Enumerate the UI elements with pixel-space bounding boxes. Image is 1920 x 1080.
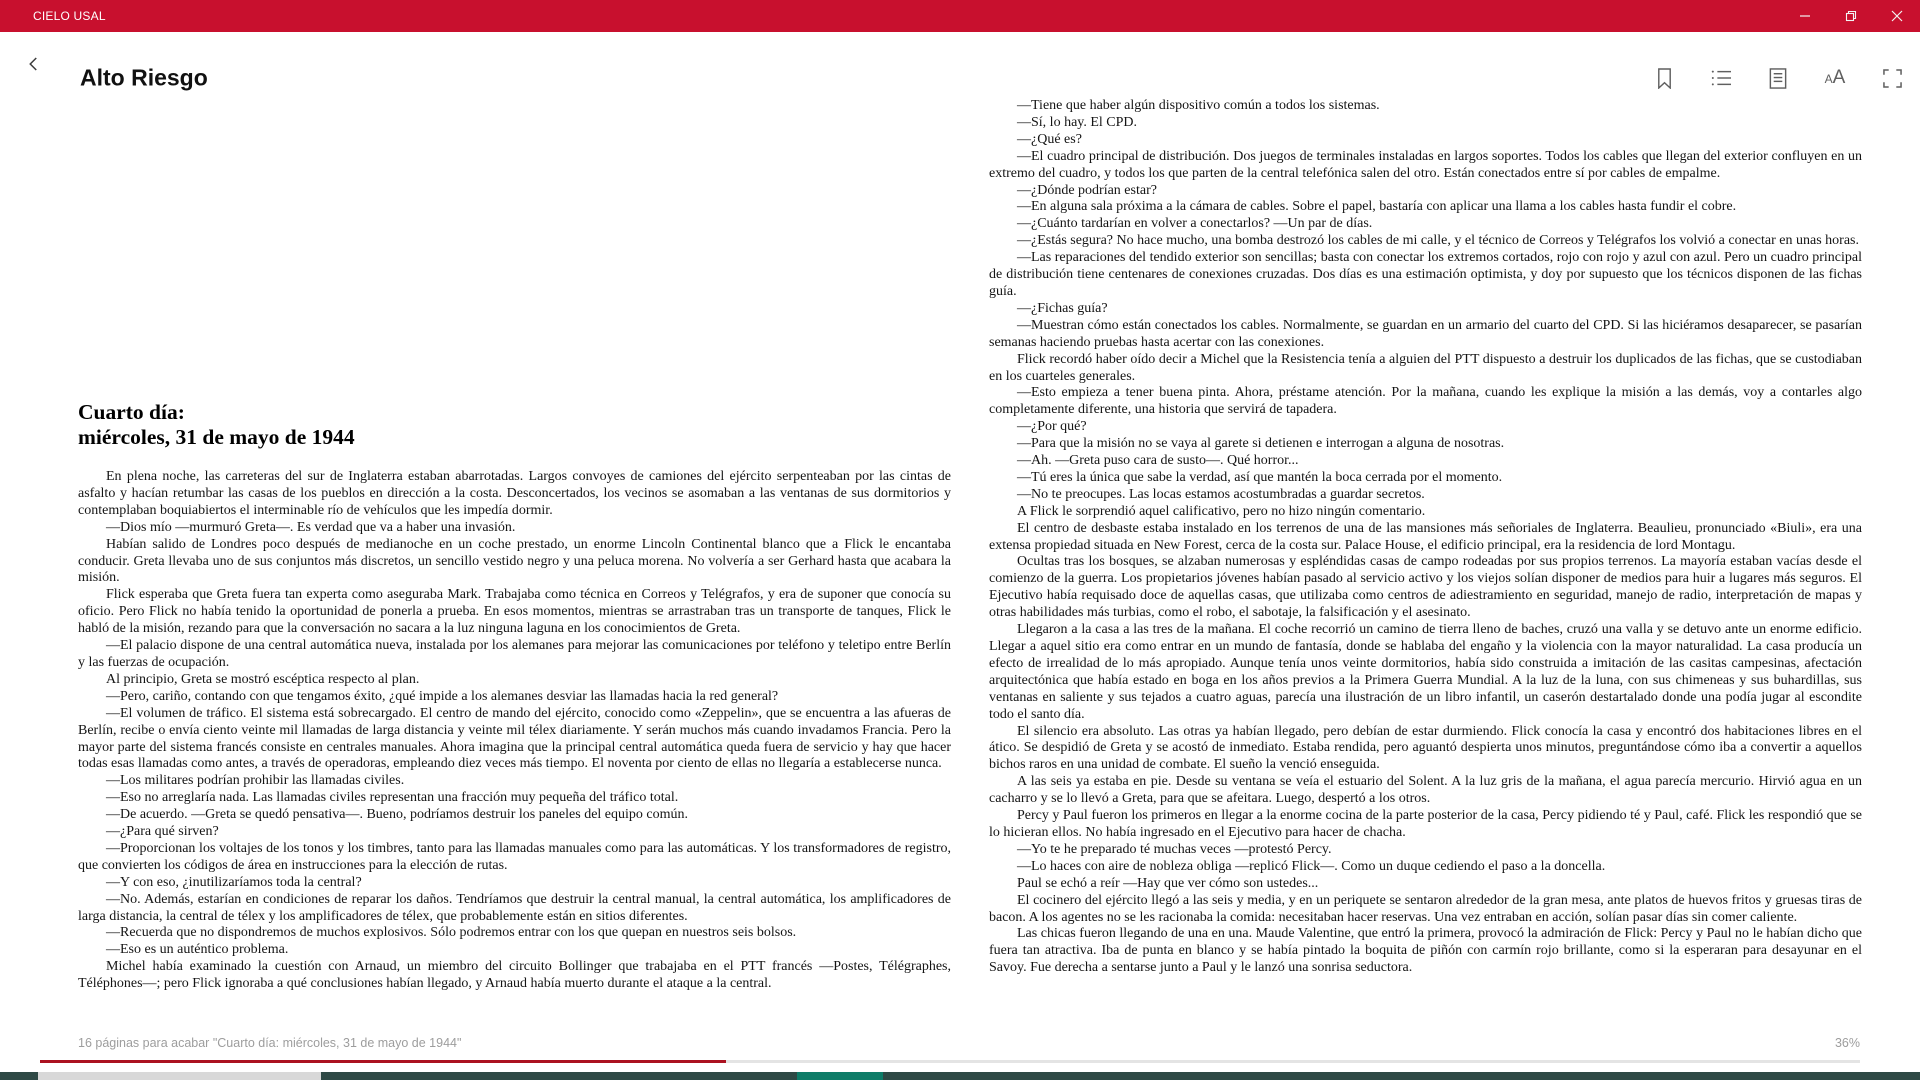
page-right [989,98,1862,1030]
paragraph: —Dios mío —murmuró Greta—. Es verdad que va a haber una invasión. [106,519,516,535]
paragraph: —Las reparaciones del tendido exterior son sencillas; basta con conectar los extremos cortados, rojo con rojo y azul con azul. Pero un cuadro principal de distribución tiene centenares de conexiones cruzadas. Dos días es una estimación optimista, y doy por supuesto que los técnicos disponen de las fichas guía. [989,250,1862,299]
paragraph: —¿Dónde podrían estar? [1017,182,1157,198]
paragraph: —Ah. —Greta puso cara de susto—. Qué horror... [1017,453,1299,469]
paragraph: A las seis ya estaba en pie. Desde su ventana se veía el estuario del Solent. A la luz gris de la mañana, el agua parecía mercurio. Hirvió agua en un cacharro y se lo llevó a Greta, para que se afeitara. Luego, despertó a los otros. [989,774,1862,807]
paragraph: —Tiene que haber algún dispositivo común a todos los sistemas. [1017,98,1380,113]
paragraph: Flick esperaba que Greta fuera tan experta como aseguraba Mark. Trabajaba como técnica en Correos y Telégrafos, y era de suponer que conocía su oficio. Pero Flick no había tenido la oportunidad de ponerla a prueba. En esos momentos, mientras se arrastraban tras un transporte de tanques, Flick le habló de la misión, rezando para que la conversación no sacara a la luz ninguna laguna en los conocimientos de Greta. [78,587,951,637]
chapter-heading-line1: Cuarto día: [78,400,185,424]
back-icon [25,55,43,73]
toc-icon [1710,68,1732,88]
paragraph: —Esto empieza a tener buena pinta. Ahora, préstame atención. Por la mañana, cuando les explique la misión a las demás, voy a contarles algo completamente diferente, una historia que servirá de tapadera. [989,385,1862,418]
chapter-bar-segment[interactable] [797,1072,883,1080]
fullscreen-button[interactable] [1880,66,1904,90]
paragraph: —Tú eres la única que sabe la verdad, así que mantén la boca cerrada por el momento. [1017,469,1503,485]
paragraph: —Eso no arreglaría nada. Las llamadas civiles representan una fracción muy pequeña del tráfico total. [106,790,679,806]
paragraph: —¿Cuánto tardarían en volver a conectarlos? —Un par de días. [1017,216,1373,232]
bookmark-icon [1655,68,1674,89]
paragraph: —Muestran cómo están conectados los cables. Normalmente, se guardan en un armario del cuarto del CPD. Si las hiciéramos desaparecer, se pasarían semanas haciendo pruebas hasta acertar con las conexiones. [989,317,1862,350]
paragraph: Habían salido de Londres poco después de medianoche en un coche prestado, un enorme Lincoln Continental blanco que a Flick le encantaba conducir. Greta llevaba uno de sus conjuntos más discretos, un sencillo vestido negro y una peluca morena. No volvería a ser Gerhard hasta que acabara la misión. [78,536,951,586]
chapter-bar-segment[interactable] [883,1072,1920,1080]
app-title: CIELO USAL [33,9,106,23]
book-title: Alto Riesgo [80,64,208,91]
paragraph: —No. Además, estarían en condiciones de reparar los daños. Tendríamos que destruir la central manual, la central automática, los amplificadores de larga distancia, la central de télex y los amplificadores de télex, que probablemente están en sitios diferentes. [78,891,951,924]
paragraph: —Los militares podrían prohibir las llamadas civiles. [106,773,405,789]
fullscreen-icon [1883,69,1902,88]
paragraph: —El volumen de tráfico. El sistema está sobrecargado. El centro de mando del ejército, conocido como «Zeppelin», que se encuentra a las afueras de Berlín, recibe o envía ciento veinte mil llamadas de larga distancia y veinte mil télex diariamente. Y serán muchos más cuando invadamos Francia. Pero la mayor parte del sistema francés consiste en centrales manuales. Ahora imagina que la principal central automática queda fuera de servicio y hay que hacer todas esas llamadas como antes, a través de operadoras, empleando diez veces más tiempo. El noventa por ciento de ellas no llegaría a establecerse nunca. [78,705,951,772]
toc-button[interactable] [1709,66,1733,90]
paragraph: Percy y Paul fueron los primeros en llegar a la enorme cocina de la parte posterior de la casa, Percy pidiendo té y Paul, café. Flick les respondió que se lo hicieran ellos. No había ingresado en el Ejecutivo para hacer de chacha. [989,808,1862,840]
progress-fill [40,1060,726,1063]
annotations-button[interactable] [1766,66,1790,90]
titlebar [0,0,1920,32]
paragraph: —El cuadro principal de distribución. Dos juegos de terminales instaladas en largos soportes. Todos los cables que llegan del exterior confluyen en un extremo del cuadro, y todos los que parten de la central telefónica salen del otro. Están conectados entre sí por cables de empalme. [989,148,1862,181]
paragraph: —Eso es un auténtico problema. [106,942,289,958]
progress-percent-label: 36% [1834,1036,1860,1050]
paragraph: —Y con eso, ¿inutilizaríamos toda la central? [106,874,362,890]
minimize-icon[interactable] [1782,0,1828,32]
paragraph: Flick recordó haber oído decir a Michel que la Resistencia tenía a alguien del PTT dispuesto a destruir los duplicados de las fichas, que se custodiaban en los cuarteles generales. [989,351,1862,384]
paragraph: —¿Fichas guía? [1017,300,1108,316]
back-button[interactable] [18,48,50,80]
paragraph: —No te preocupes. Las locas estamos acostumbradas a guardar secretos. [1017,486,1425,502]
paragraph: Llegaron a la casa a las tres de la mañana. El coche recorrió un camino de tierra lleno de baches, cruzó una valla y se detuvo ante un enorme edificio. Llegar a aquel sitio era como entrar en un mundo de fantasía, donde se hablaba del engaño y la violencia con la mayor naturalidad. La casa producía un efecto de irrealidad de lo más apropiado. Aunque tenía unos veinte dormitorios, había sido construida a imitación de las casitas campesinas, afectación arquitectónica que había estado en boga en los años previos a la Primera Guerra Mundial. A la luz de la luna, con sus chimeneas y sus buhardillas, sus ventanas en saliente y sus tejados a cuatro aguas, parecía una ilustración de un libro infantil, un caserón destartalado donde una podía jugar al escondite todo el santo día. [989,622,1862,722]
reader-header [0,32,1920,96]
close-icon[interactable] [1874,0,1920,32]
paragraph: —Sí, lo hay. El CPD. [1017,114,1138,130]
chapter-bar[interactable] [0,1072,1920,1080]
paragraph: Al principio, Greta se mostró escéptica respecto al plan. [106,671,420,687]
progress-bar[interactable] [40,1060,1860,1063]
paragraph: El centro de desbaste estaba instalado en los terrenos de una de las mansiones más señoriales de Inglaterra. Beaulieu, pronunciado «Biuli», era una extensa propiedad situada en New Forest, cerca de la costa sur. Palace House, el edificio principal, era la residencia de lord Montagu. [989,520,1862,553]
paragraph: En plena noche, las carreteras del sur de Inglaterra estaban abarrotadas. Largos convoyes de camiones del ejército serpenteaban por las cintas de asfalto y hacían retumbar las casas de los pueblos en dirección a la costa. Desconcertados, los vecinos se asomaban a las ventanas de sus dormitorios y contemplaban boquiabiertos el interminable río de vehículos que les impedía dormir. [78,469,951,518]
chapter-bar-segment[interactable] [38,1072,320,1080]
font-settings-button[interactable] [1823,66,1847,90]
paragraph: —¿Por qué? [1017,419,1087,435]
paragraph: —¿Para qué sirven? [106,824,219,840]
paragraph: —Pero, cariño, contando con que tengamos éxito, ¿qué impide a los alemanes desviar las llamadas hacia la red general? [106,688,779,704]
paragraph: —El palacio dispone de una central automática nueva, instalada por los alemanes para mejorar las comunicaciones por teléfono y teletipo entre Berlín y las fuerzas de ocupación. [78,638,951,670]
bookmark-button[interactable] [1652,66,1676,90]
paragraph: Ocultas tras los bosques, se alzaban numerosas y espléndidas casas de campo rodeadas por sus propios terrenos. La mayoría estaban vacías desde el comienzo de la guerra. Los propietarios jóvenes habían pasado al servicio activo y los viejos solían disponer de medios para huir a lugares más seguros. El Ejecutivo había requisado doce de aquellas casas, que utilizaba como centros de adiestramiento en seguridad, manejo de radio, interpretación de mapas y otras habilidades más turbias, como el robo, el sabotaje, la falsificación y el asesinato. [989,554,1862,621]
paragraph: —Para que la misión no se vaya al garete si detienen e interrogan a alguna de nosotras. [1017,436,1505,452]
page-left-text [78,469,951,993]
font-settings-icon: A A [1824,67,1846,88]
page-left [78,98,951,1030]
window-controls [1782,0,1920,32]
chapter-bar-segment[interactable] [321,1072,797,1080]
reader-toolbar [1652,66,1904,90]
chapter-heading-line2: miércoles, 31 de mayo de 1944 [78,425,355,449]
paragraph: A Flick le sorprendió aquel calificativo, pero no hizo ningún comentario. [1017,503,1426,519]
chapter-bar-segment[interactable] [0,1072,38,1080]
paragraph: Las chicas fueron llegando de una en una. Maude Valentine, que entró la primera, provocó la admiración de Flick: Percy y Paul no le habían dicho que fuera tan atractiva. Iba de punta en blanco y se había pintado la boquita de piñón con carmín rojo brillante, como si la esperaran para desayunar en el Savoy. Fue derecha a sentarse junto a Paul y le lanzó una sonrisa seductora. [989,926,1862,976]
annotations-icon [1769,68,1787,89]
paragraph: —Proporcionan los voltajes de los tonos y los timbres, tanto para las llamadas manuales como para las automáticas. Y los transformadores de registro, que convierten los códigos de área en instrucciones para la elección de rutas. [78,840,951,873]
paragraph: —¿Estás segura? No hace mucho, una bomba destrozó los cables de mi calle, y el técnico de Correos y Telégrafos los volvió a conectar en unas horas. [1017,233,1859,249]
paragraph: —Yo te he preparado té muchas veces —protestó Percy. [1017,841,1332,857]
page-right-text [989,98,1862,977]
paragraph: —Lo haces con aire de nobleza obliga —replicó Flick—. Como un duque cediendo el paso a la doncella. [1017,858,1606,874]
pages-remaining-label: 16 páginas para acabar "Cuarto día: miércoles, 31 de mayo de 1944" [78,1036,462,1050]
paragraph: —¿Qué es? [1017,131,1082,147]
book-pages [78,98,1862,1030]
paragraph: Michel había examinado la cuestión con Arnaud, un miembro del circuito Bollinger que trabajaba en el PTT francés —Postes, Télégraphes, Téléphones—; pero Flick ignoraba a qué conclusiones habían llegado, y Arnaud había muerto durante el ataque a la central. [78,959,951,992]
paragraph: El cocinero del ejército llegó a las seis y media, y en un periquete se sentaron alrededor de la gran mesa, ante platos de huevos fritos y gruesas tiras de bacon. A los agentes no se les racionaba la comida: necesitaban hacer reservas. Una vez entraban en acción, solían pasar días sin comer caliente. [989,892,1862,925]
paragraph: El silencio era absoluto. Las otras ya habían llegado, pero debían de estar durmiendo. Flick conocía la casa y encontró dos habitaciones libres en el ático. Se despidió de Greta y se acostó de inmediato. Estaba rendida, pero aguantó despierta unos minutos, preguntándose cómo iba a convertir a aquellos bichos raros en una unidad de combate. El sueño la venció enseguida. [989,723,1862,773]
paragraph: —De acuerdo. —Greta se quedó pensativa—. Bueno, podríamos destruir los paneles del equipo común. [106,807,689,823]
paragraph: —Recuerda que no dispondremos de muchos explosivos. Sólo podremos entrar con los que quepan en nuestros seis bolsos. [106,925,797,941]
paragraph: —En alguna sala próxima a la cámara de cables. Sobre el papel, bastaría con aplicar una llama a los cables hasta fundir el cobre. [1017,199,1737,215]
paragraph: Paul se echó a reír —Hay que ver cómo son ustedes... [1017,875,1319,891]
restore-icon[interactable] [1828,0,1874,32]
chapter-heading [78,400,951,450]
